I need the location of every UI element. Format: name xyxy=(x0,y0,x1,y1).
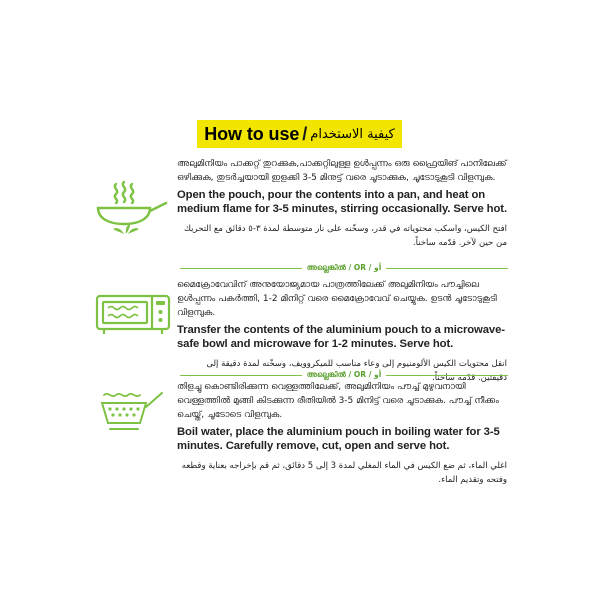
frying-pan-icon xyxy=(90,180,170,240)
title-arabic: كيفية الاستخدام xyxy=(310,126,395,142)
divider-line xyxy=(386,268,508,269)
method-pan-english: Open the pouch, pour the contents into a pan, and heat on medium flame for 3-5 minutes, stirring occasionally. Serve hot. xyxy=(177,189,507,215)
microwave-icon xyxy=(94,293,174,337)
divider-line xyxy=(180,268,302,269)
or-label: അല്ലെങ്കിൽ / OR / أو xyxy=(306,370,382,379)
or-divider-1 xyxy=(180,262,508,274)
title-separator: / xyxy=(302,123,308,144)
method-pan-text xyxy=(177,157,507,250)
method-boil-malayalam: തിളച്ചു കൊണ്ടിരിക്കുന്ന വെള്ളത്തിലേക്ക്, അലുമിനിയം പൗച്ച് മുഴുവനായി വെള്ളത്തിൽ മുങ്ങി കിടക്കുന്ന രീതിയിൽ 3-5 മിനിട്ട് വരെ ചൂടാക്കുക. പൗച്ച് നീക്കം ചെയ്ത്, ചൂടോടെ വിളമ്പുക. xyxy=(177,382,499,420)
method-microwave-english: Transfer the contents of the aluminium pouch to a microwave-safe bowl and microwave for 1-2 minutes. Serve hot. xyxy=(177,324,505,350)
method-boil-arabic: اغلي الماء، ثم ضع الكيس في الماء المغلي لمدة 3 إلى 5 دقائق، ثم قم بإخراجه بعناية وقطعه وفتحه وتقديم الماء. xyxy=(181,461,507,485)
method-pan-arabic: افتح الكيس، واسكب محتوياته في قدر، وسخّنه على نار متوسطة لمدة ٣-٥ دقائق مع التحريك من حين لآخر. قدّمه ساخناً. xyxy=(183,224,507,248)
method-boil-text xyxy=(177,380,507,487)
method-pan-malayalam: അലുമിനിയം പാക്കറ്റ് തുറക്കുക,പാക്കറ്റിലുള്ള ഉൾപ്പന്നം ഒരു ഫ്രൈയിങ് പാനിലേക്ക് ഒഴിക്കുക, തുടർച്ചയായി ഇളക്കി 3-5 മിനുട്ട് വരെ ചൂടാക്കുക, ചൂടോടുകൂടി വിളമ്പുക. xyxy=(177,159,507,183)
divider-line xyxy=(180,375,302,376)
method-boil-english: Boil water, place the aluminium pouch in boiling water for 3-5 minutes. Carefully remove, cut, open and serve hot. xyxy=(177,426,500,452)
how-to-use-banner xyxy=(197,120,402,148)
method-microwave-malayalam: മൈക്രോവേവിന് അനുയോജ്യമായ പാത്രത്തിലേക്ക് അലുമിനിയം പൗച്ചിലെ ഉൾപ്പന്നം പകർത്തി, 1-2 മിനിറ്റ് വരെ മൈക്രോവേവ് ചെയ്യുക. ഉടൻ ചൂടോടുകൂടി വിളമ്പുക. xyxy=(177,280,497,318)
divider-line xyxy=(386,375,508,376)
boiling-pot-icon xyxy=(92,385,172,435)
title-english: How to use xyxy=(204,124,300,144)
method-microwave-arabic: انقل محتويات الكيس الألومنيوم إلى وعاء مناسب للميكروويف، وسخّنه لمدة دقيقة إلى دقيقتين. قدّمه ساخناً. xyxy=(206,359,507,383)
or-label: അല്ലെങ്കിൽ / OR / أو xyxy=(306,263,382,272)
